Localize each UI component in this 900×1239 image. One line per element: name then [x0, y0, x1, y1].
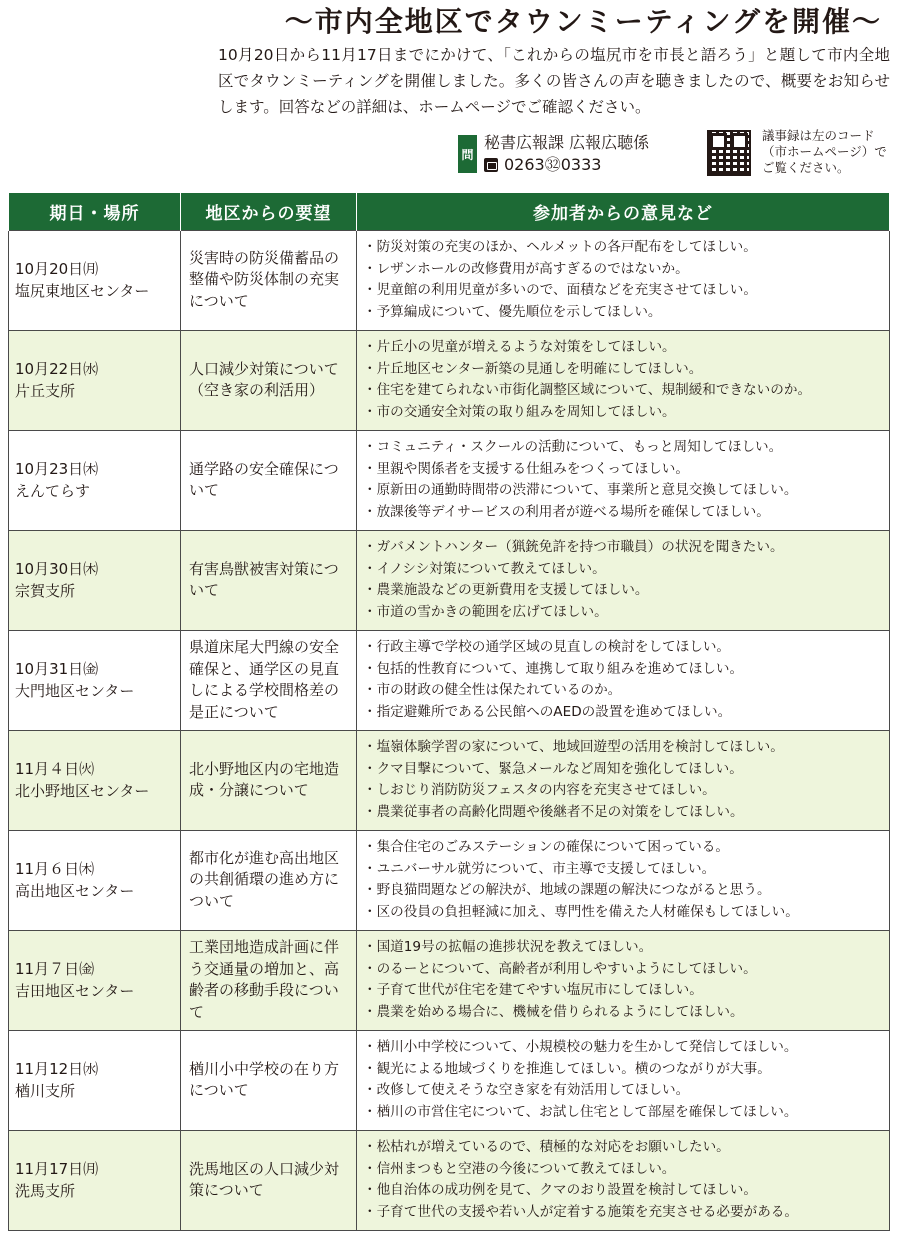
- inquiry-badge: 問: [458, 135, 477, 173]
- qr-code[interactable]: [707, 130, 751, 176]
- opinion-item: ・のるーとについて、高齢者が利用しやすいようにしてほしい。: [363, 960, 757, 977]
- opinion-item: ・行政主導で学校の通学区域の見直しの検討をしてほしい。: [363, 639, 731, 655]
- date-place-cell: [9, 330, 181, 430]
- opinions-cell: [357, 830, 890, 930]
- opinion-item: ・市の交通安全対策の取り組みを周知してほしい。: [363, 403, 676, 420]
- contact-department: 秘書広報課 広報広聴係: [484, 133, 650, 152]
- opinion-item: ・楢川の市営住宅について、お試し住宅として部屋を確保してほしい。: [363, 1103, 798, 1120]
- opinion-item: ・楢川小中学校について、小規模校の魅力を生かして発信してほしい。: [363, 1039, 798, 1055]
- meeting-date: 11月７日㈮: [15, 960, 95, 978]
- opinion-item: ・塩嶺体験学習の家について、地域回遊型の活用を検討してほしい。: [363, 739, 784, 755]
- opinion-item: ・松枯れが増えているので、積極的な対応をお願いしたい。: [363, 1139, 730, 1155]
- table-row: [9, 430, 890, 530]
- date-place-cell: [9, 230, 181, 330]
- opinion-item: ・農業従事者の高齢化問題や後継者不足の対策をしてほしい。: [363, 803, 744, 820]
- meeting-date: 11月６日㈭: [15, 860, 95, 878]
- opinion-item: ・ユニバーサル就労について、市主導で支援してほしい。: [363, 860, 716, 877]
- meeting-place: 片丘支所: [15, 382, 76, 400]
- opinion-item: ・市の財政の健全性は保たれているのか。: [363, 682, 622, 698]
- opinion-item: ・防災対策の充実のほか、ヘルメットの各戸配布をしてほしい。: [363, 239, 757, 255]
- meeting-place: 宗賀支所: [15, 582, 76, 600]
- phone-number: 0263㉜0333: [504, 155, 602, 174]
- meeting-place: 吉田地区センター: [15, 982, 135, 1000]
- opinion-item: ・野良猫問題などの解決が、地域の課題の解決につながると思う。: [363, 882, 771, 898]
- date-place-cell: [9, 430, 181, 530]
- contact-phone: [484, 154, 601, 176]
- opinion-item: ・区の役員の負担軽減に加え、専門性を備えた人材確保もしてほしい。: [363, 903, 799, 920]
- meeting-date: 10月22日㈬: [15, 360, 99, 378]
- opinion-item: ・原新田の通勤時間帯の渋滞について、事業所と意見交換してほしい。: [363, 482, 798, 498]
- meeting-place: 塩尻東地区センター: [15, 282, 150, 300]
- opinions-cell: [357, 1130, 890, 1230]
- meeting-date: 11月12日㈬: [15, 1060, 99, 1078]
- date-place-cell: [9, 830, 181, 930]
- meeting-date: 11月17日㈪: [15, 1160, 99, 1178]
- opinion-item: ・他自治体の成功例を見て、クマのおり設置を検討してほしい。: [363, 1182, 757, 1198]
- meeting-place: 洗馬支所: [15, 1182, 76, 1200]
- opinions-cell: [357, 230, 890, 330]
- header-request: 地区からの要望: [181, 193, 357, 230]
- opinions-cell: [357, 630, 890, 730]
- opinion-item: ・ガバメントハンター（猟銃免許を持つ市職員）の状況を聞きたい。: [363, 539, 784, 555]
- opinion-item: ・農業を始める場合に、機械を借りられるようにしてほしい。: [363, 1003, 744, 1020]
- request-cell: 人口減少対策について（空き家の利活用）: [181, 330, 357, 430]
- page-title: 〜市内全地区でタウンミーティングを開催〜: [284, 5, 882, 38]
- meeting-table-container: [8, 193, 889, 1231]
- meeting-table: [8, 193, 890, 1231]
- table-header-row: [9, 193, 890, 230]
- opinions-cell: [357, 330, 890, 430]
- request-cell: 都市化が進む高出地区の共創循環の進め方について: [181, 830, 357, 930]
- date-place-cell: [9, 530, 181, 630]
- table-row: [9, 230, 890, 330]
- opinion-item: ・観光による地域づくりを推進してほしい。横のつながりが大事。: [363, 1060, 771, 1077]
- request-cell: 通学路の安全確保について: [181, 430, 357, 530]
- opinion-item: ・レザンホールの改修費用が高すぎるのではないか。: [363, 260, 689, 277]
- request-cell: 有害鳥獣被害対策について: [181, 530, 357, 630]
- opinion-item: ・指定避難所である公民館へのAEDの設置を進めてほしい。: [363, 703, 732, 720]
- meeting-place: 高出地区センター: [15, 882, 135, 900]
- opinion-item: ・包括的性教育について、連携して取り組みを進めてほしい。: [363, 660, 744, 677]
- header-opinions: 参加者からの意見など: [357, 193, 890, 230]
- opinions-cell: [357, 530, 890, 630]
- contact-block: [458, 130, 698, 178]
- opinion-item: ・住宅を建てられない市街化調整区域について、規制緩和できないのか。: [363, 382, 812, 398]
- request-cell: 北小野地区内の宅地造成・分譲について: [181, 730, 357, 830]
- request-cell: 県道床尾大門線の安全確保と、通学区の見直しによる学校間格差の是正について: [181, 630, 357, 730]
- opinions-cell: [357, 730, 890, 830]
- opinion-item: ・国道19号の拡幅の進捗状況を教えてほしい。: [363, 939, 653, 955]
- meeting-date: 11月４日㈫: [15, 760, 95, 778]
- opinion-item: ・児童館の利用児童が多いので、面積などを充実させてほしい。: [363, 282, 757, 298]
- date-place-cell: [9, 1030, 181, 1130]
- opinion-item: ・集合住宅のごみステーションの確保について困っている。: [363, 839, 729, 855]
- table-row: [9, 1130, 890, 1230]
- opinions-cell: [357, 930, 890, 1030]
- date-place-cell: [9, 630, 181, 730]
- meeting-place: えんてらす: [15, 482, 91, 500]
- meeting-date: 10月31日㈮: [15, 660, 99, 678]
- opinion-item: ・市道の雪かきの範囲を広げてほしい。: [363, 603, 608, 620]
- table-row: [9, 930, 890, 1030]
- table-row: [9, 830, 890, 930]
- intro-text: 10月20日から11月17日までにかけて、「これからの塩尻市を市長と語ろう」と題して市内全地区でタウンミーティングを開催しました。多くの皆さんの声を聴きましたので、概要をお知らせします。回答などの詳細は、ホームページでご確認ください。: [218, 46, 890, 116]
- opinion-item: ・子育て世代が住宅を建てやすい塩尻市にしてほしい。: [363, 982, 703, 998]
- meeting-date: 10月23日㈭: [15, 460, 99, 478]
- date-place-cell: [9, 730, 181, 830]
- phone-icon: [484, 158, 498, 172]
- meeting-place: 楢川支所: [15, 1082, 76, 1100]
- opinion-item: ・信州まつもと空港の今後について教えてほしい。: [363, 1160, 676, 1177]
- opinion-item: ・予算編成について、優先順位を示してほしい。: [363, 303, 662, 320]
- opinion-item: ・しおじり消防防災フェスタの内容を充実させてほしい。: [363, 782, 716, 798]
- opinion-item: ・クマ目撃について、緊急メールなど周知を強化してほしい。: [363, 760, 743, 777]
- meeting-date: 10月30日㈭: [15, 560, 99, 578]
- table-row: [9, 730, 890, 830]
- opinion-item: ・農業施設などの更新費用を支援してほしい。: [363, 582, 649, 598]
- request-cell: 災害時の防災備蓄品の整備や防災体制の充実について: [181, 230, 357, 330]
- meeting-date: 10月20日㈪: [15, 260, 99, 278]
- opinion-item: ・放課後等デイサービスの利用者が遊べる場所を確保してほしい。: [363, 503, 770, 520]
- opinion-item: ・子育て世代の支援や若い人が定着する施策を充実させる必要がある。: [363, 1203, 798, 1220]
- table-row: [9, 1030, 890, 1130]
- meeting-place: 北小野地区センター: [15, 782, 150, 800]
- opinion-item: ・片丘小の児童が増えるような対策をしてほしい。: [363, 339, 676, 355]
- table-row: [9, 530, 890, 630]
- header-date-place: 期日・場所: [9, 193, 181, 230]
- request-cell: 楢川小中学校の在り方について: [181, 1030, 357, 1130]
- opinion-item: ・片丘地区センター新築の見通しを明確にしてほしい。: [363, 360, 703, 377]
- opinions-cell: [357, 430, 890, 530]
- table-row: [9, 630, 890, 730]
- request-cell: 洗馬地区の人口減少対策について: [181, 1130, 357, 1230]
- opinion-item: ・コミュニティ・スクールの活動について、もっと周知してほしい。: [363, 439, 783, 455]
- opinion-item: ・改修して使えそうな空き家を有効活用してほしい。: [363, 1082, 690, 1098]
- table-row: [9, 330, 890, 430]
- qr-note: 議事録は左のコード（市ホームページ）でご覧ください。: [762, 128, 887, 175]
- meeting-place: 大門地区センター: [15, 682, 135, 700]
- date-place-cell: [9, 1130, 181, 1230]
- date-place-cell: [9, 930, 181, 1030]
- opinion-item: ・イノシシ対策について教えてほしい。: [363, 560, 606, 577]
- opinion-item: ・里親や関係者を支援する仕組みをつくってほしい。: [363, 460, 689, 477]
- opinions-cell: [357, 1030, 890, 1130]
- request-cell: 工業団地造成計画に伴う交通量の増加と、高齢者の移動手段について: [181, 930, 357, 1030]
